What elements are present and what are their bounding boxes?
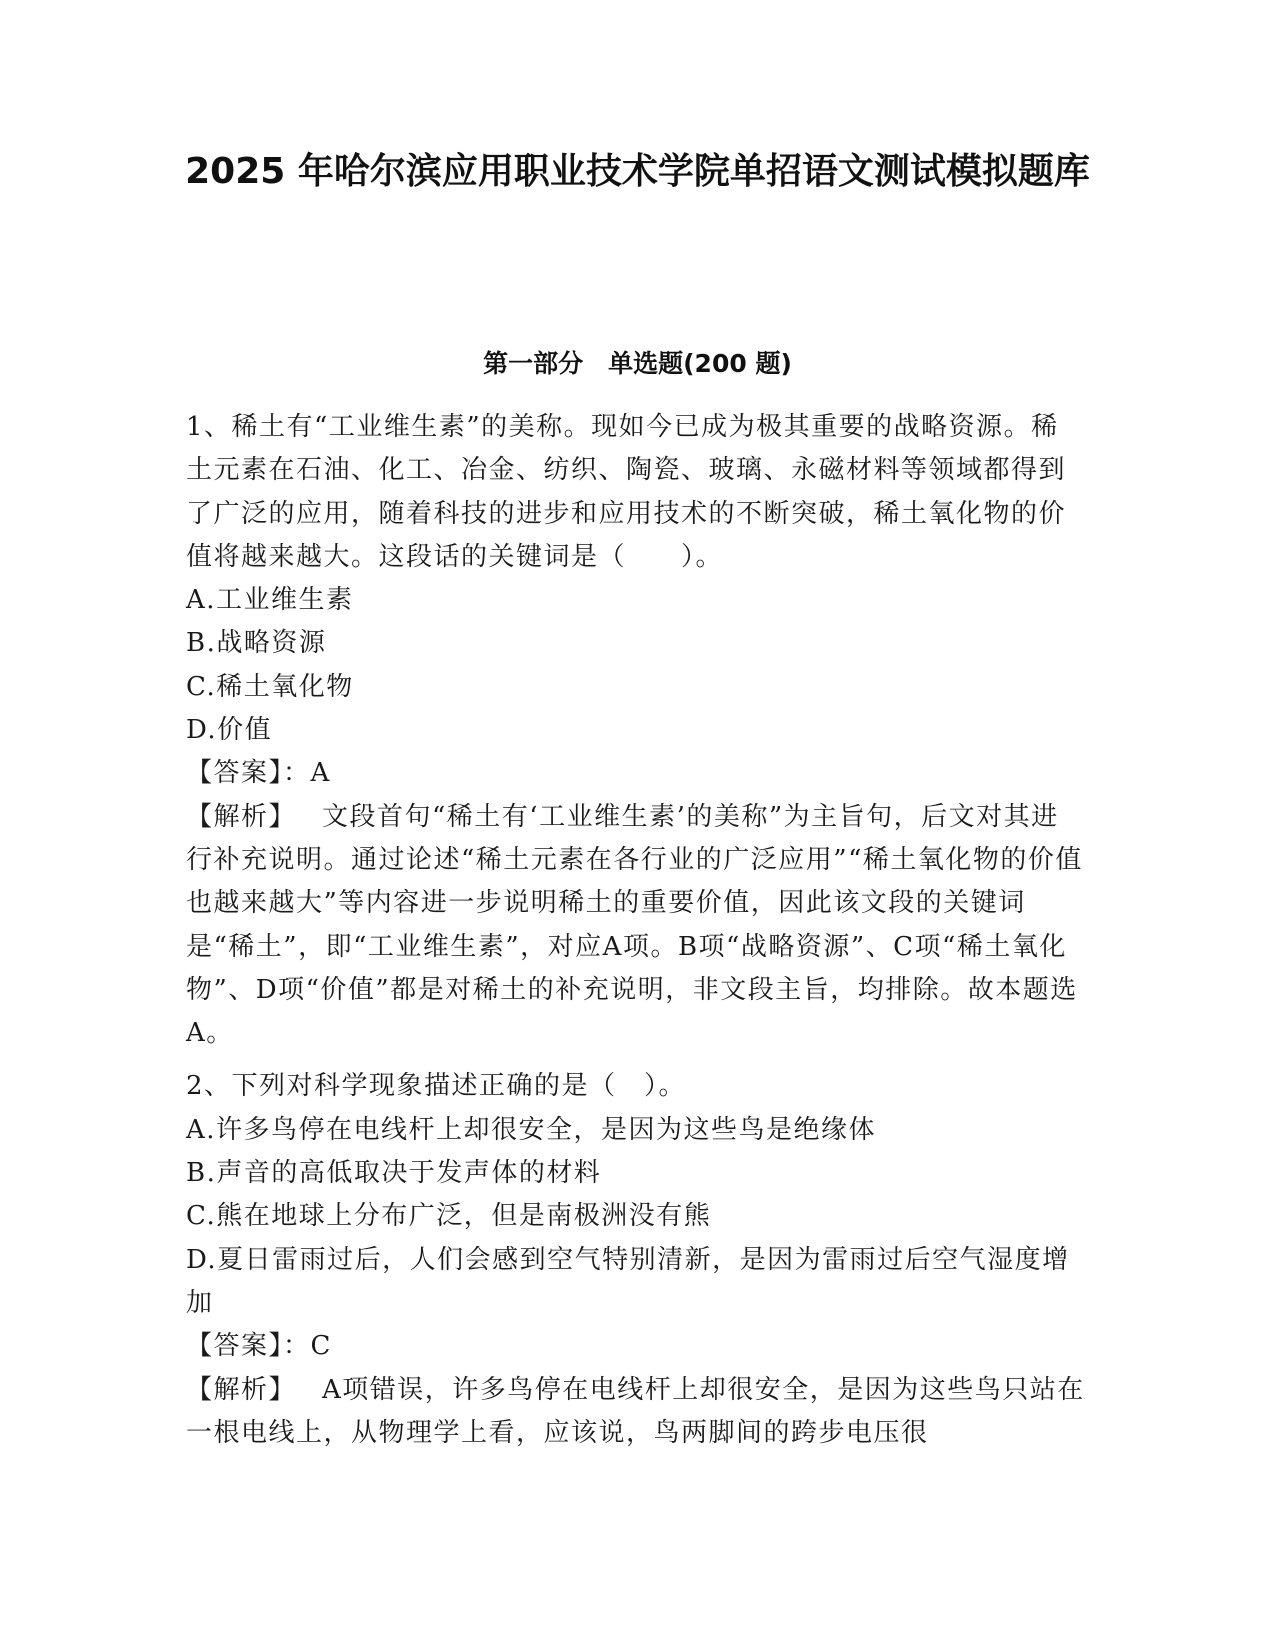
answer-tag: 【答案】： — [186, 758, 311, 789]
section-heading: 第一部分 单选题(200 题) — [483, 349, 792, 378]
answer-line — [186, 1325, 1086, 1368]
document-title: 2025 年哈尔滨应用职业技术学院单招语文测试模拟题库 — [185, 151, 1090, 192]
answer-value: C — [310, 1331, 332, 1362]
analysis-paragraph — [186, 796, 1086, 1056]
answer-value: A — [310, 758, 331, 789]
analysis-tag: 【解析】 — [186, 801, 297, 832]
option-a: A.许多鸟停在电线杆上却很安全，是因为这些鸟是绝缘体 — [186, 1114, 877, 1145]
option-a: A.工业维生素 — [186, 585, 354, 616]
answer-line — [186, 752, 1086, 795]
option-b: B.战略资源 — [186, 628, 327, 659]
question-1 — [186, 406, 1086, 1055]
document-body — [186, 406, 1086, 1455]
option-c: C.稀土氧化物 — [186, 671, 354, 702]
answer-tag: 【答案】： — [186, 1331, 311, 1362]
option-d: D.夏日雷雨过后，人们会感到空气特别清新，是因为雷雨过后空气湿度增加 — [186, 1244, 1070, 1318]
option-b: B.声音的高低取决于发声体的材料 — [186, 1158, 602, 1189]
question-stem: 2、下列对科学现象描述正确的是（ ）。 — [186, 1071, 687, 1102]
analysis-paragraph — [186, 1369, 1086, 1456]
question-stem: 1、稀土有“工业维生素”的美称。现如今已成为极其重要的战略资源。稀土元素在石油、化工、冶金、纺织、陶瓷、玻璃、永磁材料等领域都得到了广泛的应用，随着科技的进步和应用技术的不断突破，稀土氧化物的价值将越来越大。这段话的关键词是（ ）。 — [186, 412, 1067, 572]
analysis-text: 文段首句“稀土有‘工业维生素’的美称”为主旨句，后文对其进行补充说明。通过论述“稀土元素在各行业的广泛应用”“稀土氧化物的价值也越来越大”等内容进一步说明稀土的重要价值，因此该文段的关键词是“稀土”，即“工业维生素”，对应A项。B项“战略资源”、C项“稀土氧化物”、D项“价值”都是对稀土的补充说明，非文段主旨，均排除。故本题选A。 — [186, 801, 1083, 1049]
option-d: D.价值 — [186, 715, 273, 746]
option-c: C.熊在地球上分布广泛，但是南极洲没有熊 — [186, 1201, 712, 1232]
analysis-text: A项错误，许多鸟停在电线杆上却很安全，是因为这些鸟只站在一根电线上，从物理学上看，应该说，鸟两脚间的跨步电压很 — [186, 1374, 1085, 1448]
question-2 — [186, 1065, 1086, 1455]
analysis-tag: 【解析】 — [186, 1374, 297, 1405]
